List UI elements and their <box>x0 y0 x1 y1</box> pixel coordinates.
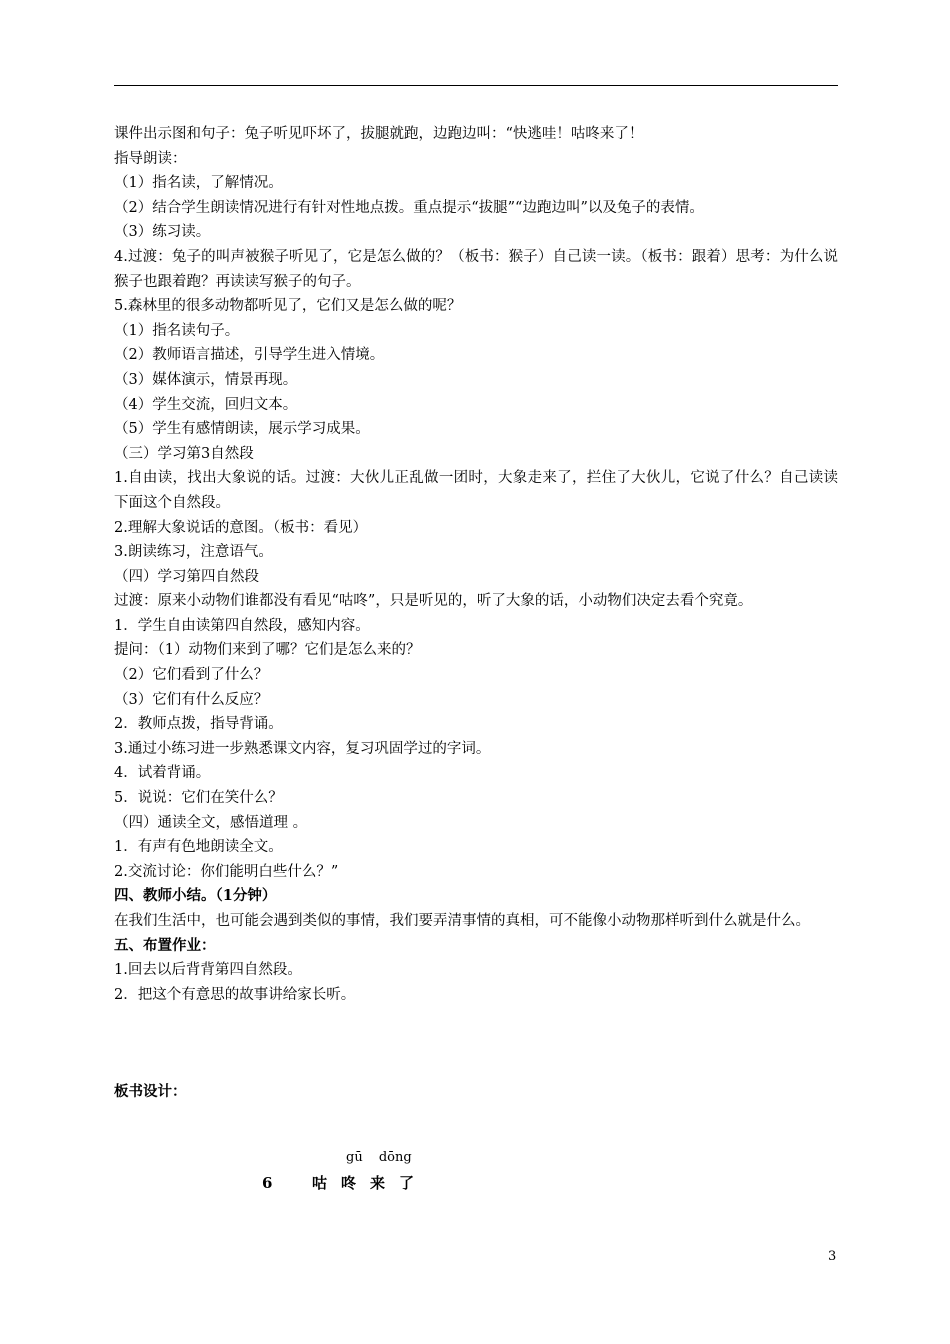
paragraph-line: 4．试着背诵。 <box>114 765 211 782</box>
lesson-number: 6 <box>262 1174 273 1192</box>
pinyin-annotation: gū dōng <box>346 1150 412 1165</box>
paragraph-line: 5．说说：它们在笑什么？ <box>114 790 283 807</box>
paragraph-line: 指导朗读： <box>114 150 187 167</box>
paragraph-line: 4.过渡：兔子的叫声被猴子听见了，它是怎么做的？（板书：猴子）自己读一读。（板书：跟着）思考：为什么说猴子也跟着跑？再读读写猴子的句子。 <box>114 248 838 290</box>
paragraph-line: （3）它们有什么反应？ <box>114 691 269 708</box>
paragraph-line: 2．把这个有意思的故事讲给家长听。 <box>114 986 356 1003</box>
paragraph-line: 1.自由读，找出大象说的话。过渡：大伙儿正乱做一团时，大象走来了，拦住了大伙儿，它说了什么？自己读读下面这个自然段。 <box>114 470 838 511</box>
paragraph-line: 5.森林里的很多动物都听见了，它们又是怎么做的呢？ <box>114 298 462 315</box>
paragraph-line: 3.朗读练习，注意语气。 <box>114 544 273 561</box>
paragraph-line: （3）媒体演示，情景再现。 <box>114 371 298 388</box>
paragraph-line: 课件出示图和句子：兔子听见吓坏了，拔腿就跑，边跑边叫：“快逃哇！咕咚来了！ <box>114 126 644 142</box>
paragraph-line: 2.交流讨论：你们能明白些什么？” <box>114 863 339 880</box>
paragraph-line: 在我们生活中，也可能会遇到类似的事情，我们要弄清事情的真相，可不能像小动物那样听到什么就是什么。 <box>114 913 810 929</box>
paragraph-line: 1．有声有色地朗读全文。 <box>114 839 283 856</box>
paragraph-line: （三）学习第3自然段 <box>114 445 254 462</box>
lesson-heading <box>262 1172 428 1193</box>
paragraph-line: 1．学生自由读第四自然段，感知内容。 <box>114 617 370 634</box>
paragraph-line: 2.理解大象说话的意图。（板书：看见） <box>114 519 368 536</box>
paragraph-line: 2．教师点拨，指导背诵。 <box>114 716 283 733</box>
paragraph-line: （3）练习读。 <box>114 224 211 241</box>
paragraph-line: 过渡：原来小动物们谁都没有看见“咕咚”，只是听见的，听了大象的话，小动物们决定去看个究竟。 <box>114 593 753 610</box>
lesson-title: 咕咚来了 <box>312 1174 429 1192</box>
paragraph-line: （四）通读全文，感悟道理 。 <box>114 814 308 831</box>
paragraph-line: （2）教师语言描述，引导学生进入情境。 <box>114 347 385 364</box>
paragraph-line: （5）学生有感情朗读，展示学习成果。 <box>114 421 370 438</box>
board-design-heading: 板书设计： <box>114 1083 187 1100</box>
paragraph-line: （四）学习第四自然段 <box>114 568 259 585</box>
paragraph-line: （2）结合学生朗读情况进行有针对性地点拨。重点提示“拔腿”“边跑边叫”以及兔子的表情。 <box>114 199 704 216</box>
paragraph-line: （2）它们看到了什么？ <box>114 667 269 684</box>
paragraph-line: （1）指名读句子。 <box>114 322 240 339</box>
paragraph-line: 提问：（1）动物们来到了哪？它们是怎么来的？ <box>114 642 421 659</box>
paragraph-line: 五、布置作业： <box>114 936 216 954</box>
page-number: 3 <box>828 1249 837 1264</box>
paragraph-line: 四、教师小结。（1分钟） <box>114 887 277 905</box>
header-rule <box>114 85 838 86</box>
paragraph-line: （4）学生交流，回归文本。 <box>114 396 298 413</box>
paragraph-line: 3.通过小练习进一步熟悉课文内容，复习巩固学过的字词。 <box>114 740 491 757</box>
document-body <box>114 122 838 1007</box>
paragraph-line: 1.回去以后背背第四自然段。 <box>114 962 302 979</box>
paragraph-line: （1）指名读，了解情况。 <box>114 175 283 192</box>
